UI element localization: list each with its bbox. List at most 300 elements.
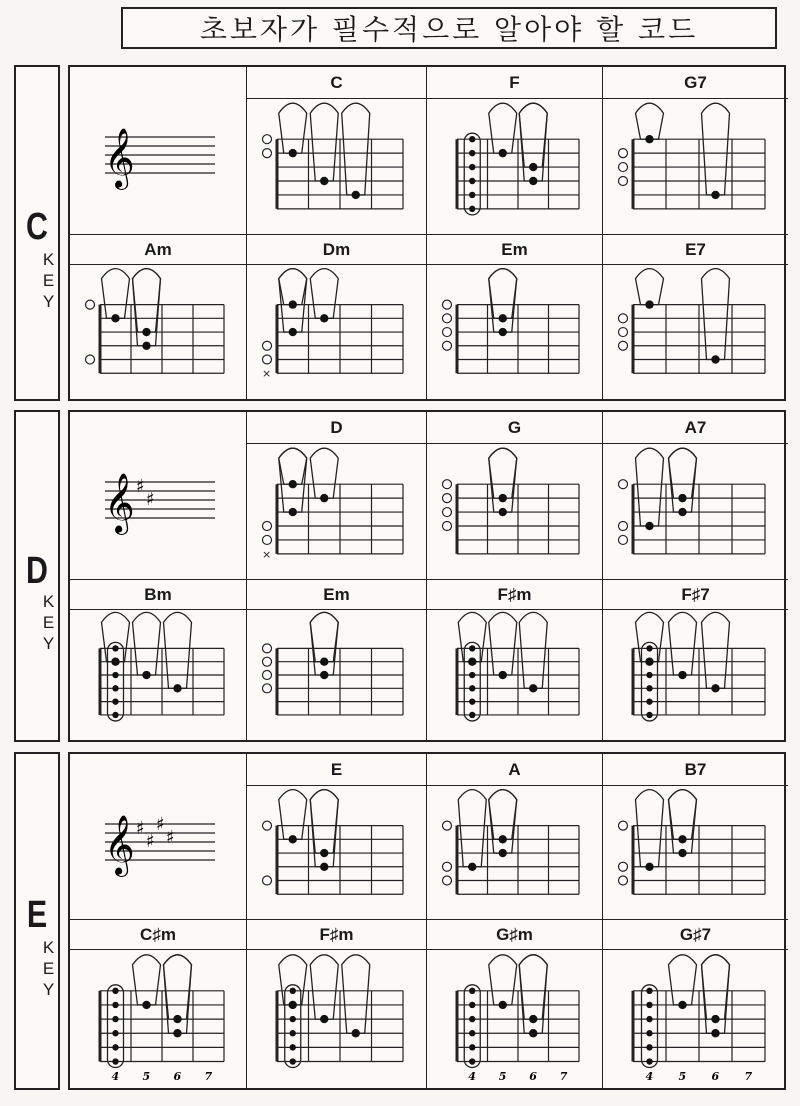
title-box	[121, 7, 777, 49]
finger-outline-icon	[342, 955, 370, 1033]
finger-dot-icon	[111, 658, 119, 666]
fretboard-lines	[633, 484, 765, 554]
open-string-icon	[263, 355, 272, 364]
section-e-key	[14, 752, 786, 1090]
treble-staff	[70, 754, 246, 918]
finger-dot-icon	[289, 508, 297, 516]
fretboard-lines	[100, 991, 224, 1062]
fretboard	[70, 950, 246, 1086]
fretboard-lines	[100, 305, 224, 374]
open-string-icon	[263, 671, 272, 680]
staff-cell	[70, 754, 246, 920]
fretboard	[603, 610, 787, 738]
fretboard	[427, 950, 601, 1086]
open-string-icon	[619, 328, 628, 337]
barre-dot-icon	[646, 1030, 652, 1036]
chord-diagram	[426, 786, 602, 920]
finger-dot-icon	[645, 300, 653, 308]
finger-dot-icon	[529, 177, 537, 185]
staff-cell	[70, 67, 246, 235]
barre-dot-icon	[646, 672, 652, 678]
barre-finger-icon	[464, 985, 480, 1068]
chord-grid	[68, 65, 786, 401]
fretboard	[603, 265, 787, 397]
fretboard-lines	[277, 139, 403, 209]
barre-dot-icon	[290, 1044, 296, 1050]
open-string-icon	[619, 821, 628, 830]
finger-dot-icon	[289, 328, 297, 336]
chord-header: A7	[602, 412, 788, 444]
barre-dot-icon	[646, 1058, 652, 1064]
finger-dot-icon	[529, 1029, 537, 1037]
finger-outline-icon	[636, 103, 664, 139]
chord-diagram	[426, 265, 602, 399]
finger-outline-icon	[489, 269, 517, 332]
key-label-column	[14, 410, 60, 742]
chord-header: C♯m	[70, 920, 246, 950]
finger-dot-icon	[320, 177, 328, 185]
finger-dot-icon	[711, 1029, 719, 1037]
finger-dot-icon	[468, 863, 476, 871]
barre-dot-icon	[112, 988, 118, 994]
barre-dot-icon	[469, 988, 475, 994]
barre-dot-icon	[469, 1044, 475, 1050]
chord-grid	[68, 752, 786, 1090]
finger-outline-icon	[702, 955, 730, 1019]
open-string-icon	[619, 163, 628, 172]
chord-diagram	[602, 99, 788, 235]
finger-outline-icon	[519, 103, 547, 167]
chord-diagram	[246, 444, 426, 580]
barre-dot-icon	[469, 1002, 475, 1008]
barre-dot-icon	[646, 712, 652, 718]
fret-number: 4	[645, 1070, 654, 1083]
barre-finger-icon	[108, 642, 124, 721]
fret-number: 4	[468, 1070, 476, 1083]
finger-dot-icon	[499, 328, 507, 336]
barre-dot-icon	[469, 645, 475, 651]
open-string-icon	[263, 535, 272, 544]
finger-outline-icon	[489, 103, 517, 153]
barre-dot-icon	[646, 645, 652, 651]
barre-dot-icon	[469, 164, 475, 170]
barre-dot-icon	[469, 1030, 475, 1036]
finger-dot-icon	[320, 1015, 328, 1023]
finger-outline-icon	[489, 448, 517, 512]
key-word: KEY	[39, 937, 58, 1001]
treble-staff	[70, 67, 246, 233]
barre-dot-icon	[112, 1044, 118, 1050]
treble-staff	[70, 412, 246, 578]
chord-header: Em	[426, 235, 602, 265]
finger-outline-icon	[636, 790, 664, 867]
finger-dot-icon	[320, 494, 328, 502]
finger-outline-icon	[489, 612, 517, 675]
fret-number: 7	[204, 1070, 213, 1083]
barre-dot-icon	[112, 698, 118, 704]
barre-dot-icon	[112, 672, 118, 678]
open-string-icon	[263, 876, 272, 885]
chord-diagram	[602, 950, 788, 1088]
fretboard	[603, 950, 787, 1086]
chord-header: C	[246, 67, 426, 99]
finger-outline-icon	[489, 790, 517, 853]
section-d-key	[14, 410, 786, 742]
chord-diagram	[246, 265, 426, 399]
open-string-icon	[443, 522, 452, 531]
finger-outline-icon	[519, 955, 547, 1019]
open-string-icon	[443, 341, 452, 350]
barre-dot-icon	[469, 685, 475, 691]
barre-dot-icon	[469, 1058, 475, 1064]
finger-outline-icon	[279, 103, 307, 153]
finger-dot-icon	[678, 835, 686, 843]
open-string-icon	[263, 644, 272, 653]
finger-dot-icon	[678, 508, 686, 516]
fretboard	[603, 99, 787, 233]
sharp-icon: ♯	[136, 476, 145, 497]
chord-diagram	[70, 950, 246, 1088]
finger-outline-icon	[669, 790, 697, 853]
sharp-icon: ♯	[136, 818, 145, 839]
barre-dot-icon	[646, 698, 652, 704]
finger-dot-icon	[499, 849, 507, 857]
key-label-column	[14, 752, 60, 1090]
finger-dot-icon	[711, 191, 719, 199]
finger-outline-icon	[669, 790, 697, 840]
fretboard-lines	[457, 826, 579, 895]
finger-outline-icon	[164, 955, 192, 1019]
chord-header: E7	[602, 235, 788, 265]
fretboard-lines	[457, 991, 579, 1062]
chord-header: F♯m	[426, 580, 602, 610]
open-string-icon	[443, 821, 452, 830]
finger-dot-icon	[711, 684, 719, 692]
fretboard-lines	[277, 826, 403, 895]
chord-header: G♯7	[602, 920, 788, 950]
open-string-icon	[443, 494, 452, 503]
fret-number: 7	[744, 1070, 753, 1083]
barre-dot-icon	[290, 1016, 296, 1022]
fretboard	[70, 265, 246, 397]
treble-clef-icon: 𝄞	[104, 815, 135, 875]
finger-outline-icon	[702, 612, 730, 688]
fretboard-lines	[277, 648, 403, 715]
barre-dot-icon	[290, 1058, 296, 1064]
open-string-icon	[86, 300, 95, 309]
chord-diagram	[70, 265, 246, 399]
finger-outline-icon	[636, 612, 664, 661]
chord-header: F♯m	[246, 920, 426, 950]
section-c-key	[14, 65, 786, 401]
fretboard-lines	[100, 648, 224, 715]
finger-dot-icon	[711, 1015, 719, 1023]
finger-dot-icon	[529, 163, 537, 171]
finger-outline-icon	[489, 448, 517, 498]
finger-outline-icon	[669, 612, 697, 675]
open-string-icon	[443, 314, 452, 323]
chord-diagram	[602, 444, 788, 580]
treble-clef-icon: 𝄞	[104, 128, 135, 188]
sharp-icon: ♯	[166, 827, 175, 848]
open-string-icon	[619, 862, 628, 871]
fret-number: 5	[678, 1070, 687, 1083]
finger-outline-icon	[636, 448, 664, 526]
finger-dot-icon	[320, 671, 328, 679]
fretboard-lines	[457, 139, 579, 209]
open-string-icon	[263, 821, 272, 830]
chord-diagram	[602, 786, 788, 920]
fretboard	[247, 99, 425, 233]
fret-number: 6	[173, 1070, 182, 1083]
finger-outline-icon	[458, 790, 486, 867]
barre-finger-icon	[464, 642, 480, 721]
finger-outline-icon	[310, 448, 338, 498]
barre-dot-icon	[112, 685, 118, 691]
finger-dot-icon	[645, 522, 653, 530]
barre-dot-icon	[112, 1002, 118, 1008]
finger-dot-icon	[645, 135, 653, 143]
finger-outline-icon	[669, 448, 697, 512]
barre-dot-icon	[112, 1016, 118, 1022]
fretboard	[427, 610, 601, 738]
chord-header: G♯m	[426, 920, 602, 950]
barre-dot-icon	[290, 1030, 296, 1036]
finger-outline-icon	[279, 955, 307, 1005]
fretboard	[427, 99, 601, 233]
finger-dot-icon	[352, 1029, 360, 1037]
finger-dot-icon	[678, 1001, 686, 1009]
finger-outline-icon	[310, 790, 338, 853]
open-string-icon	[263, 149, 272, 158]
finger-outline-icon	[310, 612, 338, 661]
open-string-icon	[619, 876, 628, 885]
chord-grid	[68, 410, 786, 742]
fretboard	[247, 444, 425, 578]
chord-diagram	[246, 99, 426, 235]
fretboard	[427, 444, 601, 578]
barre-finger-icon	[464, 133, 480, 215]
open-string-icon	[443, 300, 452, 309]
barre-dot-icon	[646, 1044, 652, 1050]
finger-dot-icon	[320, 849, 328, 857]
finger-dot-icon	[499, 494, 507, 502]
finger-dot-icon	[678, 849, 686, 857]
open-string-icon	[619, 341, 628, 350]
finger-dot-icon	[499, 671, 507, 679]
finger-dot-icon	[468, 658, 476, 666]
fretboard-lines	[277, 305, 403, 374]
finger-dot-icon	[142, 671, 150, 679]
finger-dot-icon	[645, 863, 653, 871]
fretboard-lines	[277, 484, 403, 554]
finger-dot-icon	[289, 480, 297, 488]
finger-dot-icon	[289, 1001, 297, 1009]
chord-diagram	[426, 99, 602, 235]
fret-number: 6	[529, 1070, 537, 1083]
open-string-icon	[86, 355, 95, 364]
chord-diagram	[602, 265, 788, 399]
open-string-icon	[263, 657, 272, 666]
barre-finger-icon	[108, 985, 124, 1068]
finger-dot-icon	[499, 1001, 507, 1009]
fretboard-lines	[633, 826, 765, 895]
open-string-icon	[263, 341, 272, 350]
chord-header: E	[246, 754, 426, 786]
sharp-icon: ♯	[146, 831, 155, 852]
barre-dot-icon	[469, 150, 475, 156]
chord-diagram	[246, 786, 426, 920]
key-letter: D	[26, 549, 48, 592]
key-word: KEY	[39, 249, 58, 313]
key-word: KEY	[39, 592, 58, 656]
finger-outline-icon	[133, 955, 161, 1005]
finger-dot-icon	[678, 671, 686, 679]
barre-finger-icon	[642, 985, 658, 1068]
finger-dot-icon	[111, 314, 119, 322]
finger-outline-icon	[669, 448, 697, 498]
chord-header: F	[426, 67, 602, 99]
barre-dot-icon	[646, 1016, 652, 1022]
finger-dot-icon	[289, 300, 297, 308]
barre-dot-icon	[469, 712, 475, 718]
open-string-icon	[443, 876, 452, 885]
finger-dot-icon	[289, 835, 297, 843]
finger-outline-icon	[669, 955, 697, 1005]
finger-outline-icon	[489, 955, 517, 1005]
finger-dot-icon	[529, 684, 537, 692]
finger-dot-icon	[142, 1001, 150, 1009]
open-string-icon	[443, 508, 452, 517]
finger-outline-icon	[164, 612, 192, 688]
finger-dot-icon	[499, 835, 507, 843]
open-string-icon	[619, 314, 628, 323]
barre-dot-icon	[112, 712, 118, 718]
fretboard	[427, 265, 601, 397]
finger-dot-icon	[711, 355, 719, 363]
page-title: 초보자가 필수적으로 알아야 할 코드	[199, 13, 699, 46]
finger-dot-icon	[320, 658, 328, 666]
finger-dot-icon	[645, 658, 653, 666]
chord-header: A	[426, 754, 602, 786]
fretboard-lines	[633, 991, 765, 1062]
finger-outline-icon	[102, 269, 130, 319]
key-letter: C	[26, 206, 48, 249]
fretboard-lines	[277, 991, 403, 1062]
open-string-icon	[263, 522, 272, 531]
fretboard-lines	[633, 305, 765, 374]
finger-dot-icon	[173, 1015, 181, 1023]
fret-number: 5	[498, 1070, 507, 1083]
finger-dot-icon	[142, 342, 150, 350]
barre-dot-icon	[290, 988, 296, 994]
fret-number: 6	[711, 1070, 720, 1083]
chord-header: Am	[70, 235, 246, 265]
fret-number: 5	[142, 1070, 151, 1083]
chord-header: F♯7	[602, 580, 788, 610]
barre-finger-icon	[642, 642, 658, 721]
finger-dot-icon	[142, 328, 150, 336]
barre-dot-icon	[469, 136, 475, 142]
barre-dot-icon	[112, 1058, 118, 1064]
barre-dot-icon	[469, 672, 475, 678]
barre-dot-icon	[469, 1016, 475, 1022]
finger-outline-icon	[310, 269, 338, 319]
finger-outline-icon	[279, 790, 307, 840]
sharp-icon: ♯	[156, 814, 165, 835]
chord-header: Dm	[246, 235, 426, 265]
fretboard-lines	[457, 305, 579, 374]
open-string-icon	[443, 328, 452, 337]
finger-outline-icon	[519, 612, 547, 688]
fretboard	[247, 610, 425, 738]
muted-string-icon: ×	[262, 547, 272, 561]
finger-dot-icon	[289, 149, 297, 157]
open-string-icon	[619, 177, 628, 186]
open-string-icon	[443, 480, 452, 489]
barre-dot-icon	[646, 685, 652, 691]
open-string-icon	[619, 522, 628, 531]
chord-diagram	[246, 950, 426, 1088]
fretboard	[247, 950, 425, 1086]
barre-dot-icon	[469, 698, 475, 704]
chord-header: G	[426, 412, 602, 444]
fretboard-lines	[633, 648, 765, 715]
finger-outline-icon	[133, 612, 161, 675]
finger-outline-icon	[636, 269, 664, 305]
finger-dot-icon	[173, 684, 181, 692]
chord-diagram	[70, 610, 246, 740]
chord-header: D	[246, 412, 426, 444]
fretboard-lines	[457, 648, 579, 715]
fretboard	[70, 610, 246, 738]
barre-dot-icon	[112, 645, 118, 651]
barre-dot-icon	[646, 988, 652, 994]
chord-diagram	[426, 444, 602, 580]
finger-outline-icon	[133, 269, 161, 332]
finger-dot-icon	[320, 314, 328, 322]
finger-outline-icon	[489, 790, 517, 840]
finger-dot-icon	[173, 1029, 181, 1037]
chord-header: Bm	[70, 580, 246, 610]
treble-clef-icon: 𝄞	[104, 473, 135, 533]
open-string-icon	[263, 135, 272, 144]
fretboard-lines	[457, 484, 579, 554]
finger-outline-icon	[310, 955, 338, 1019]
chord-diagram	[426, 950, 602, 1088]
finger-outline-icon	[102, 612, 130, 661]
fret-number: 4	[111, 1070, 120, 1083]
open-string-icon	[263, 684, 272, 693]
finger-dot-icon	[529, 1015, 537, 1023]
barre-finger-icon	[285, 985, 301, 1068]
staff-cell	[70, 412, 246, 580]
barre-dot-icon	[469, 178, 475, 184]
fretboard	[427, 786, 601, 918]
open-string-icon	[619, 535, 628, 544]
fretboard	[603, 444, 787, 578]
finger-dot-icon	[499, 508, 507, 516]
finger-dot-icon	[678, 494, 686, 502]
chord-header: B7	[602, 754, 788, 786]
fretboard	[603, 786, 787, 918]
open-string-icon	[443, 862, 452, 871]
finger-outline-icon	[489, 269, 517, 319]
finger-outline-icon	[458, 612, 486, 661]
finger-dot-icon	[499, 314, 507, 322]
fretboard-lines	[633, 139, 765, 209]
fret-number: 7	[559, 1070, 568, 1083]
